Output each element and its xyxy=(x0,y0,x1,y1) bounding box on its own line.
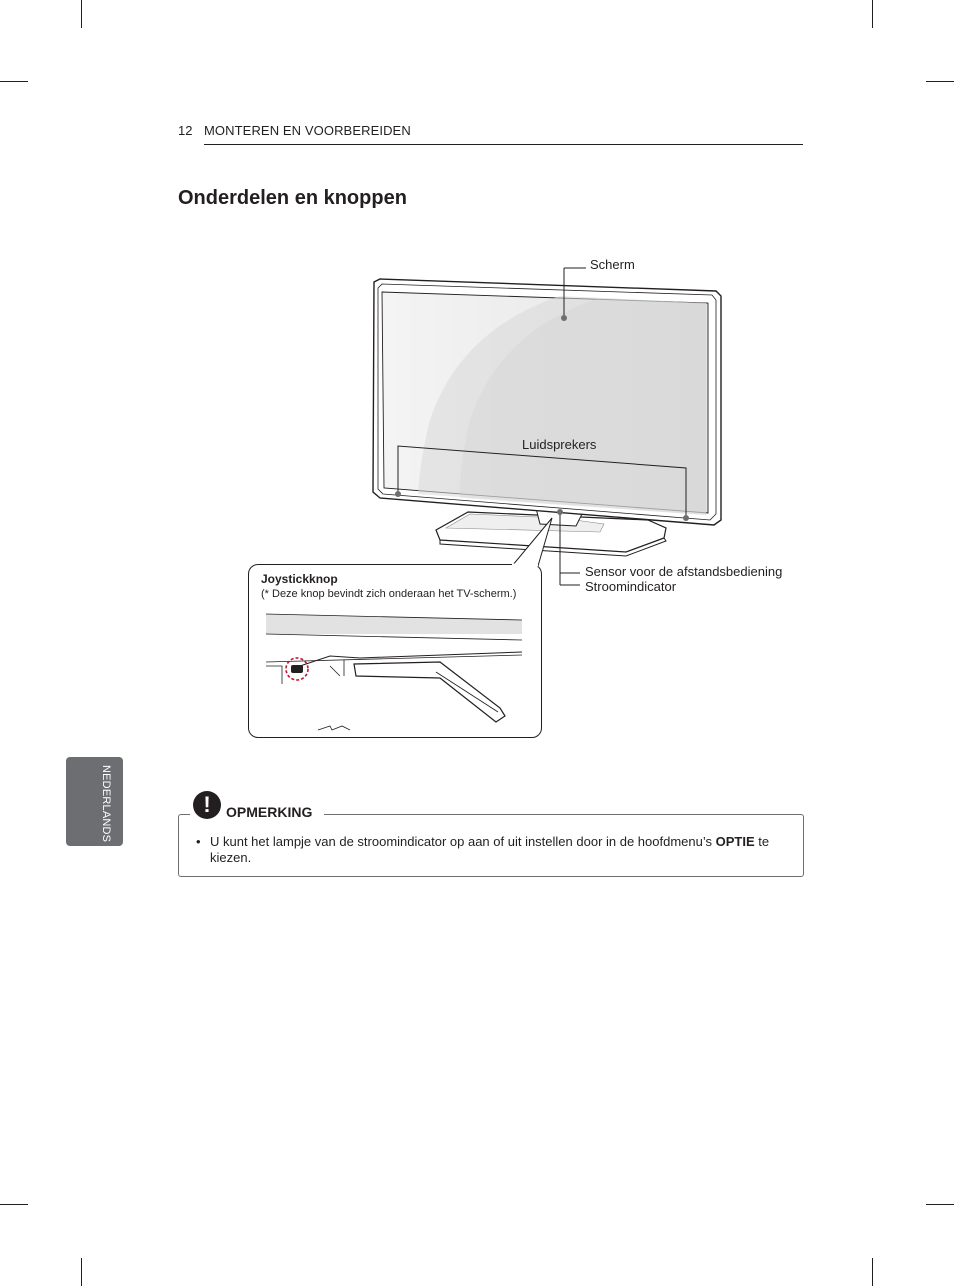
language-tab-label: NEDERLANDS xyxy=(100,765,112,843)
label-power-indicator: Stroomindicator xyxy=(585,579,677,594)
joystick-button xyxy=(291,665,303,673)
page-number: 12 xyxy=(178,123,193,138)
note-text-after: te kiezen. xyxy=(210,834,770,865)
exclamation-icon: ! xyxy=(193,791,221,819)
callout-subtitle: (* Deze knop bevindt zich onderaan het TV-scherm.) xyxy=(261,588,517,600)
callout-title: Joystickknop xyxy=(261,572,338,586)
note-text-before: U kunt het lampje van de stroomindicator op aan of uit instellen door in de hoofdmenu’s xyxy=(210,834,716,849)
page-heading: Onderdelen en knoppen xyxy=(178,187,407,209)
note-title: OPMERKING xyxy=(226,804,313,820)
note-text-bold: OPTIE xyxy=(715,834,755,849)
label-remote-sensor: Sensor voor de afstandsbediening xyxy=(585,564,783,579)
note-bullet: • xyxy=(196,834,201,849)
label-speakers: Luidsprekers xyxy=(522,437,597,452)
note-text xyxy=(210,834,785,866)
section-title: MONTEREN EN VOORBEREIDEN xyxy=(204,123,411,138)
language-tab xyxy=(66,757,123,846)
label-screen: Scherm xyxy=(590,257,635,272)
